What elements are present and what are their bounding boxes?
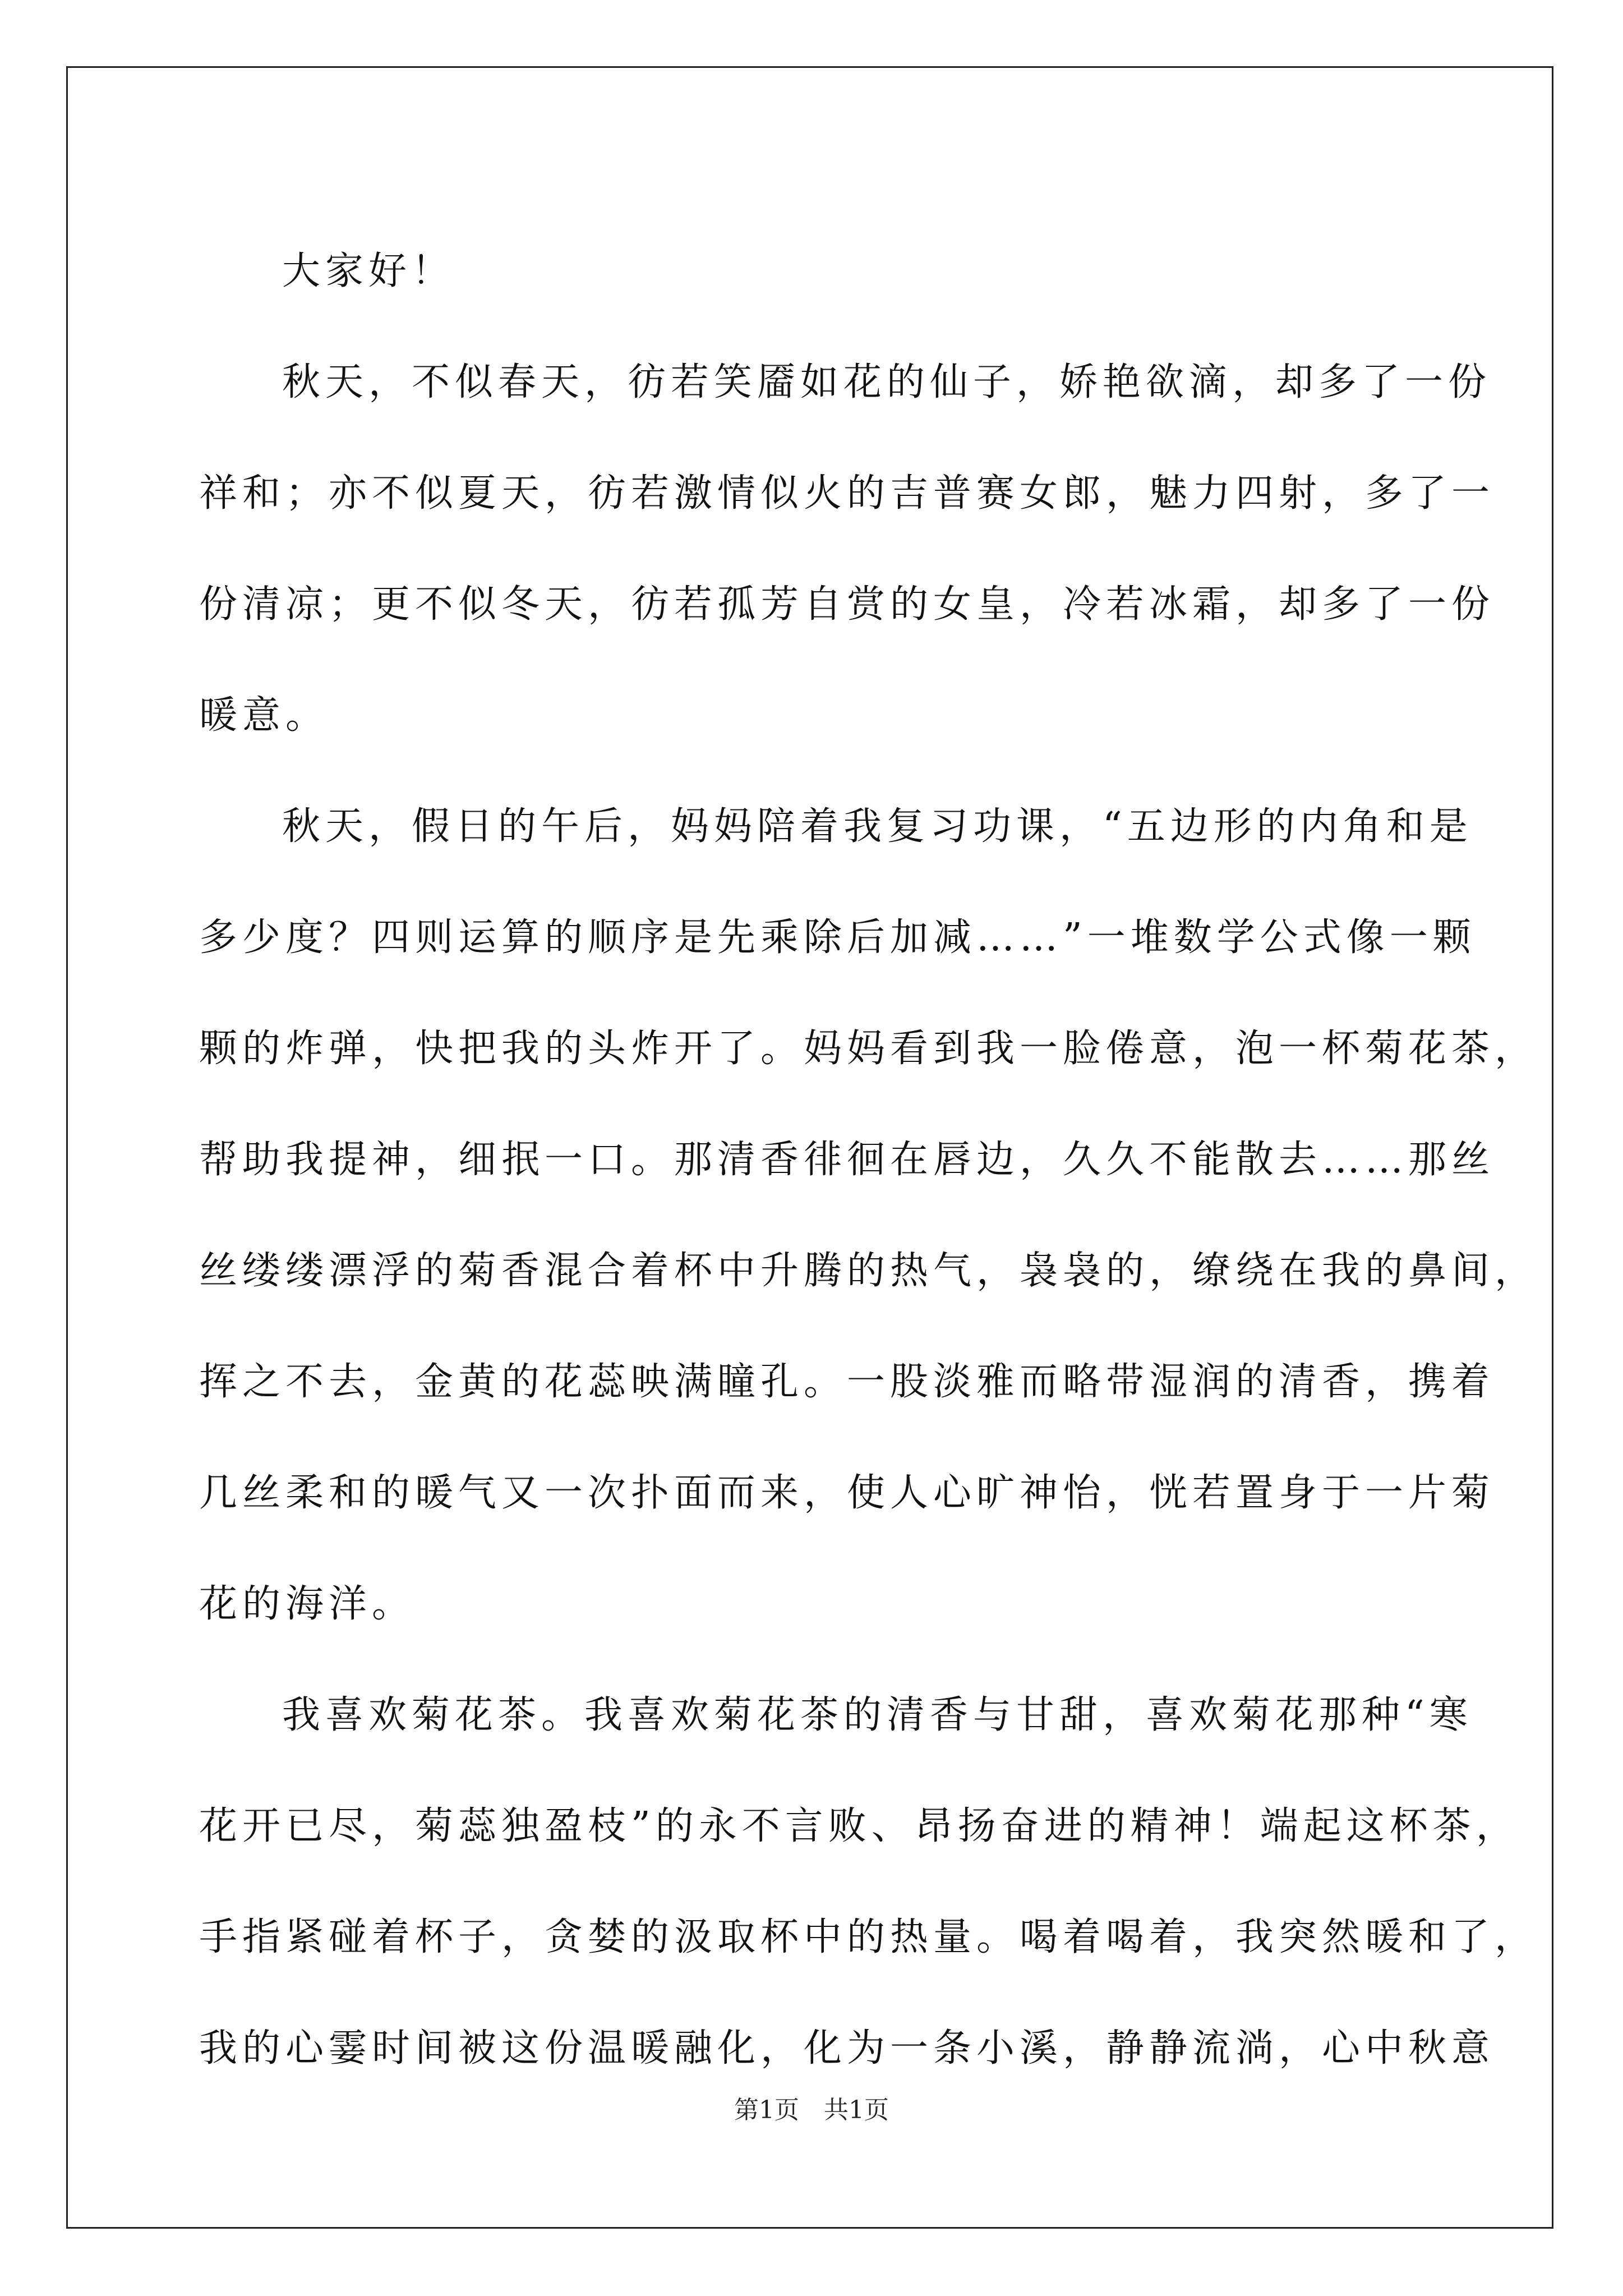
- paragraph-line: 多少度？四则运算的顺序是先乘除后加减……”一堆数学公式像一颗: [199, 915, 1476, 960]
- paragraph-line: 份清凉；更不似冬天，彷若孤芳自赏的女皇，冷若冰霜，却多了一份: [199, 582, 1495, 627]
- paragraph-line: 我喜欢菊花茶。我喜欢菊花茶的清香与甘甜，喜欢菊花那种“寒: [282, 1693, 1473, 1737]
- paragraph-3: [199, 1660, 1538, 2104]
- paragraph-line: 祥和；亦不似夏天，彷若激情似火的吉普赛女郎，魅力四射，多了一: [199, 471, 1495, 516]
- paragraph-line: 秋天，假日的午后，妈妈陪着我复习功课，“五边形的内角和是: [282, 804, 1473, 849]
- paragraph-line: 几丝柔和的暖气又一次扑面而来，使人心旷神怡，恍若置身于一片菊: [199, 1471, 1495, 1515]
- page-number-footer: 第1页 共1页: [734, 2096, 889, 2124]
- paragraph-line: 暖意。: [199, 693, 329, 738]
- paragraph-1: [199, 327, 1495, 771]
- paragraph-line: 花开已尽，菊蕊独盈枝”的永不言败、昂扬奋进的精神！端起这杯茶，: [199, 1804, 1519, 1848]
- paragraph-line: 丝缕缕漂浮的菊香混合着杯中升腾的热气，袅袅的，缭绕在我的鼻间，: [199, 1249, 1538, 1293]
- paragraph-line: 颗的炸弹，快把我的头炸开了。妈妈看到我一脸倦意，泡一杯菊花茶，: [199, 1027, 1538, 1071]
- paragraph-line: 帮助我提神，细抿一口。那清香徘徊在唇边，久久不能散去……那丝: [199, 1138, 1495, 1182]
- paragraph-line: 秋天，不似春天，彷若笑靥如花的仙子，娇艳欲滴，却多了一份: [282, 360, 1492, 404]
- paragraph-2: [199, 771, 1538, 1660]
- paragraph-line: 挥之不去，金黄的花蕊映满瞳孔。一股淡雅而略带湿润的清香，携着: [199, 1360, 1495, 1404]
- paragraph-line: 我的心霎时间被这份温暖融化，化为一条小溪，静静流淌，心中秋意: [199, 2026, 1495, 2070]
- greeting-line: 大家好！: [282, 249, 455, 293]
- paragraph-line: 手指紧碰着杯子，贪婪的汲取杯中的热量。喝着喝着，我突然暖和了，: [199, 1915, 1538, 1959]
- paragraph-line: 花的海洋。: [199, 1582, 416, 1626]
- document-body: [199, 216, 1538, 2104]
